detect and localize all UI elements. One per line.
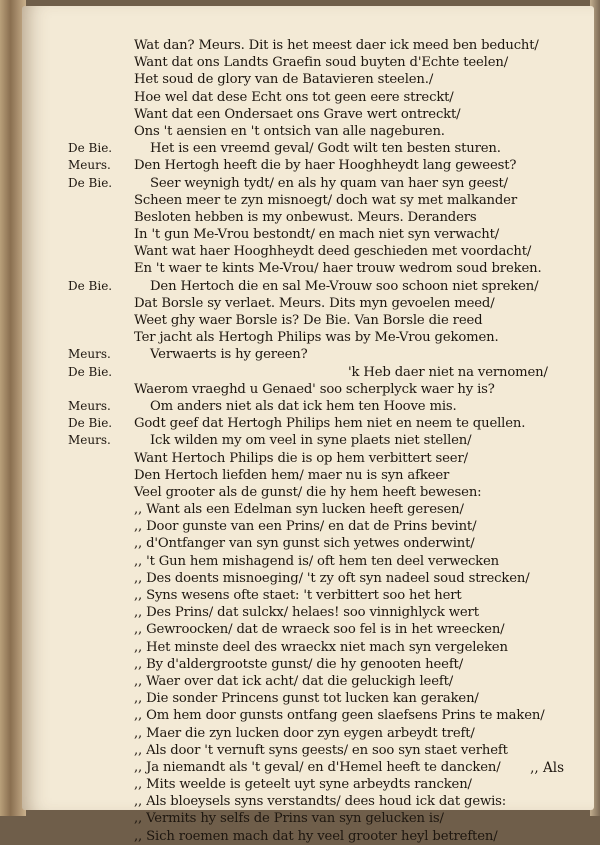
verse-line bbox=[68, 312, 578, 329]
verse-line bbox=[68, 776, 578, 793]
catchword: ,, Als bbox=[530, 760, 564, 776]
verse-text: ,, Als door 't vernuft syns geests/ en soo syn staet verheft bbox=[134, 742, 508, 758]
verse-text: Ick wilden my om veel in syne plaets niet stellen/ bbox=[150, 433, 472, 449]
verse-line bbox=[68, 243, 578, 260]
speaker-label: De Bie. bbox=[68, 364, 113, 379]
verse-line bbox=[68, 742, 578, 759]
verse-line bbox=[68, 535, 578, 552]
verse-text: Het is een vreemd geval/ Godt wilt ten besten sturen. bbox=[150, 141, 501, 157]
verse-text: Want Hertoch Philips die is op hem verbittert seer/ bbox=[134, 450, 468, 466]
verse-text: ,, Mits weelde is geteelt uyt syne arbeydts rancken/ bbox=[134, 777, 472, 793]
verse-text: Weet ghy waer Borsle is? De Bie. Van Borsle die reed bbox=[134, 313, 483, 328]
speaker-label: De Bie. bbox=[68, 416, 113, 431]
verse-text: Seer weynigh tydt/ en als hy quam van haer syn geest/ bbox=[150, 175, 508, 191]
verse-text: ,, By d'aldergrootste gunst/ die hy genooten heeft/ bbox=[134, 656, 463, 672]
speaker-label: Meurs. bbox=[68, 158, 111, 173]
verse-line bbox=[68, 828, 578, 845]
verse-line bbox=[68, 707, 578, 724]
verse-line bbox=[68, 725, 578, 742]
verse-line bbox=[68, 346, 578, 363]
verse-line bbox=[68, 71, 578, 88]
verse-text: Dat Borsle sy verlaet. Meurs. Dits myn gevoelen meed/ bbox=[134, 295, 495, 311]
verse-line bbox=[68, 467, 578, 484]
verse-text: In 't gun Me-Vrou bestondt/ en mach niet syn verwacht/ bbox=[134, 227, 500, 243]
verse-line bbox=[68, 810, 578, 827]
verse-text: Veel grooter als de gunst/ die hy hem heeft bewesen: bbox=[134, 484, 482, 500]
verse-line bbox=[68, 209, 578, 226]
verse-line bbox=[68, 175, 578, 192]
verse-line bbox=[68, 157, 578, 174]
verse-line bbox=[68, 364, 578, 381]
verse-text: Hoe wel dat dese Echt ons tot geen eere streckt/ bbox=[134, 89, 454, 105]
verse-line bbox=[68, 432, 578, 449]
verse-line bbox=[68, 570, 578, 587]
verse-text: Den Hertoch die en sal Me-Vrouw soo schoon niet spreken/ bbox=[150, 278, 539, 294]
verse-line bbox=[68, 621, 578, 638]
verse-text: ,, Waer over dat ick acht/ dat die geluckigh leeft/ bbox=[134, 673, 454, 689]
verse-text: ,, Door gunste van een Prins/ en dat de Prins bevint/ bbox=[134, 519, 477, 535]
verse-line bbox=[68, 587, 578, 604]
verse-line bbox=[68, 639, 578, 656]
verse-text: Besloten hebben is my onbewust. Meurs. Deranders bbox=[134, 209, 477, 225]
verse-text: Godt geef dat Hertogh Philips hem niet en neem te quellen. bbox=[134, 416, 526, 432]
verse-text: Want dat ons Landts Graefin soud buyten d'Echte teelen/ bbox=[134, 55, 509, 71]
verse-text: ,, Maer die zyn lucken door zyn eygen arbeydt treft/ bbox=[134, 725, 475, 741]
verse-line bbox=[68, 656, 578, 673]
speaker-label: Meurs. bbox=[68, 433, 111, 448]
verse-text: Ons 't aensien en 't ontsich van alle nageburen. bbox=[134, 123, 445, 139]
verse-line bbox=[68, 54, 578, 71]
verse-line bbox=[68, 381, 578, 398]
speaker-label: Meurs. bbox=[68, 398, 111, 413]
verse-line bbox=[68, 140, 578, 157]
book-page bbox=[22, 6, 594, 844]
verse-line bbox=[68, 484, 578, 501]
speaker-label: De Bie. bbox=[68, 278, 113, 293]
verse-line bbox=[68, 450, 578, 467]
verse-line bbox=[68, 604, 578, 621]
verse-text: ,, Die sonder Princens gunst tot lucken kan geraken/ bbox=[134, 691, 479, 707]
verse-line bbox=[68, 501, 578, 518]
verse-text: ,, 't Gun hem mishagend is/ oft hem ten deel verwecken bbox=[134, 553, 500, 569]
verse-line bbox=[68, 398, 578, 415]
verse-text: Wat dan? Meurs. Dit is het meest daer ick meed ben beducht/ bbox=[134, 38, 539, 53]
verse-line bbox=[68, 518, 578, 535]
verse-line bbox=[68, 673, 578, 690]
verse-line bbox=[68, 226, 578, 243]
verse-line bbox=[68, 89, 578, 106]
verse-line bbox=[68, 553, 578, 570]
verse-line bbox=[68, 106, 578, 123]
verse-line bbox=[68, 793, 578, 810]
verse-text: ,, Vermits hy selfs de Prins van syn gelucken is/ bbox=[134, 811, 444, 827]
verse-text: ,, Als bloeysels syns verstandts/ dees houd ick dat gewis: bbox=[134, 794, 507, 810]
verse-text: ,, Syns wesens ofte staet: 't verbittert soo het hert bbox=[134, 588, 462, 603]
verse-line bbox=[68, 295, 578, 312]
verse-line bbox=[68, 329, 578, 346]
verse-text: Verwaerts is hy gereen? bbox=[150, 347, 308, 363]
speaker-label: De Bie. bbox=[68, 141, 113, 156]
verse-text: ,, Des doents misnoeging/ 't zy oft syn nadeel soud strecken/ bbox=[134, 570, 530, 586]
verse-text: ,, d'Ontfanger van syn gunst sich yetwes onderwint/ bbox=[134, 536, 475, 552]
verse-line bbox=[68, 37, 578, 54]
verse-text: ,, Om hem door gunsts ontfang geen slaefsens Prins te maken/ bbox=[134, 708, 545, 724]
verse-line bbox=[68, 690, 578, 707]
verse-text: En 't waer te kints Me-Vrou/ haer trouw wedrom soud breken. bbox=[134, 261, 542, 277]
verse-text: ,, Sich roemen mach dat hy veel grooter heyl betreften/ bbox=[134, 828, 498, 844]
verse-text: Den Hertoch liefden hem/ maer nu is syn afkeer bbox=[134, 467, 450, 483]
verse-line bbox=[68, 759, 578, 776]
verse-text: Ter jacht als Hertogh Philips was by Me-Vrou gekomen. bbox=[134, 330, 499, 346]
verse-text: 'k Heb daer niet na vernomen/ bbox=[348, 364, 548, 380]
verse-text: ,, Want als een Edelman syn lucken heeft geresen/ bbox=[134, 502, 464, 518]
speaker-label: Meurs. bbox=[68, 347, 111, 362]
text-block bbox=[68, 37, 578, 845]
verse-line bbox=[68, 192, 578, 209]
verse-line bbox=[68, 123, 578, 140]
speaker-label: De Bie. bbox=[68, 175, 113, 190]
verse-text: Het soud de glory van de Batavieren steelen./ bbox=[134, 72, 434, 88]
verse-text: Want dat een Ondersaet ons Grave wert ontreckt/ bbox=[134, 106, 461, 122]
verse-text: ,, Ja niemandt als 't geval/ en d'Hemel heeft te dancken/ bbox=[134, 759, 501, 775]
verse-text: Scheen meer te zyn misnoegt/ doch wat sy met malkander bbox=[134, 192, 517, 208]
verse-text: Den Hertogh heeft die by haer Hooghheydt lang geweest? bbox=[134, 158, 517, 174]
verse-text: ,, Het minste deel des wraeckx niet mach syn vergeleken bbox=[134, 639, 508, 655]
verse-text: Om anders niet als dat ick hem ten Hoove mis. bbox=[150, 398, 457, 414]
verse-text: ,, Gewroocken/ dat de wraeck soo fel is in het wreecken/ bbox=[134, 622, 505, 638]
verse-line bbox=[68, 260, 578, 277]
verse-text: Waerom vraeghd u Genaed' soo scherplyck waer hy is? bbox=[134, 381, 495, 397]
verse-line bbox=[68, 415, 578, 432]
verse-text: Want wat haer Hooghheydt deed geschieden met voordacht/ bbox=[134, 244, 532, 260]
verse-line bbox=[68, 278, 578, 295]
verse-text: ,, Des Prins/ dat sulckx/ helaes! soo vinnighlyck wert bbox=[134, 605, 479, 621]
